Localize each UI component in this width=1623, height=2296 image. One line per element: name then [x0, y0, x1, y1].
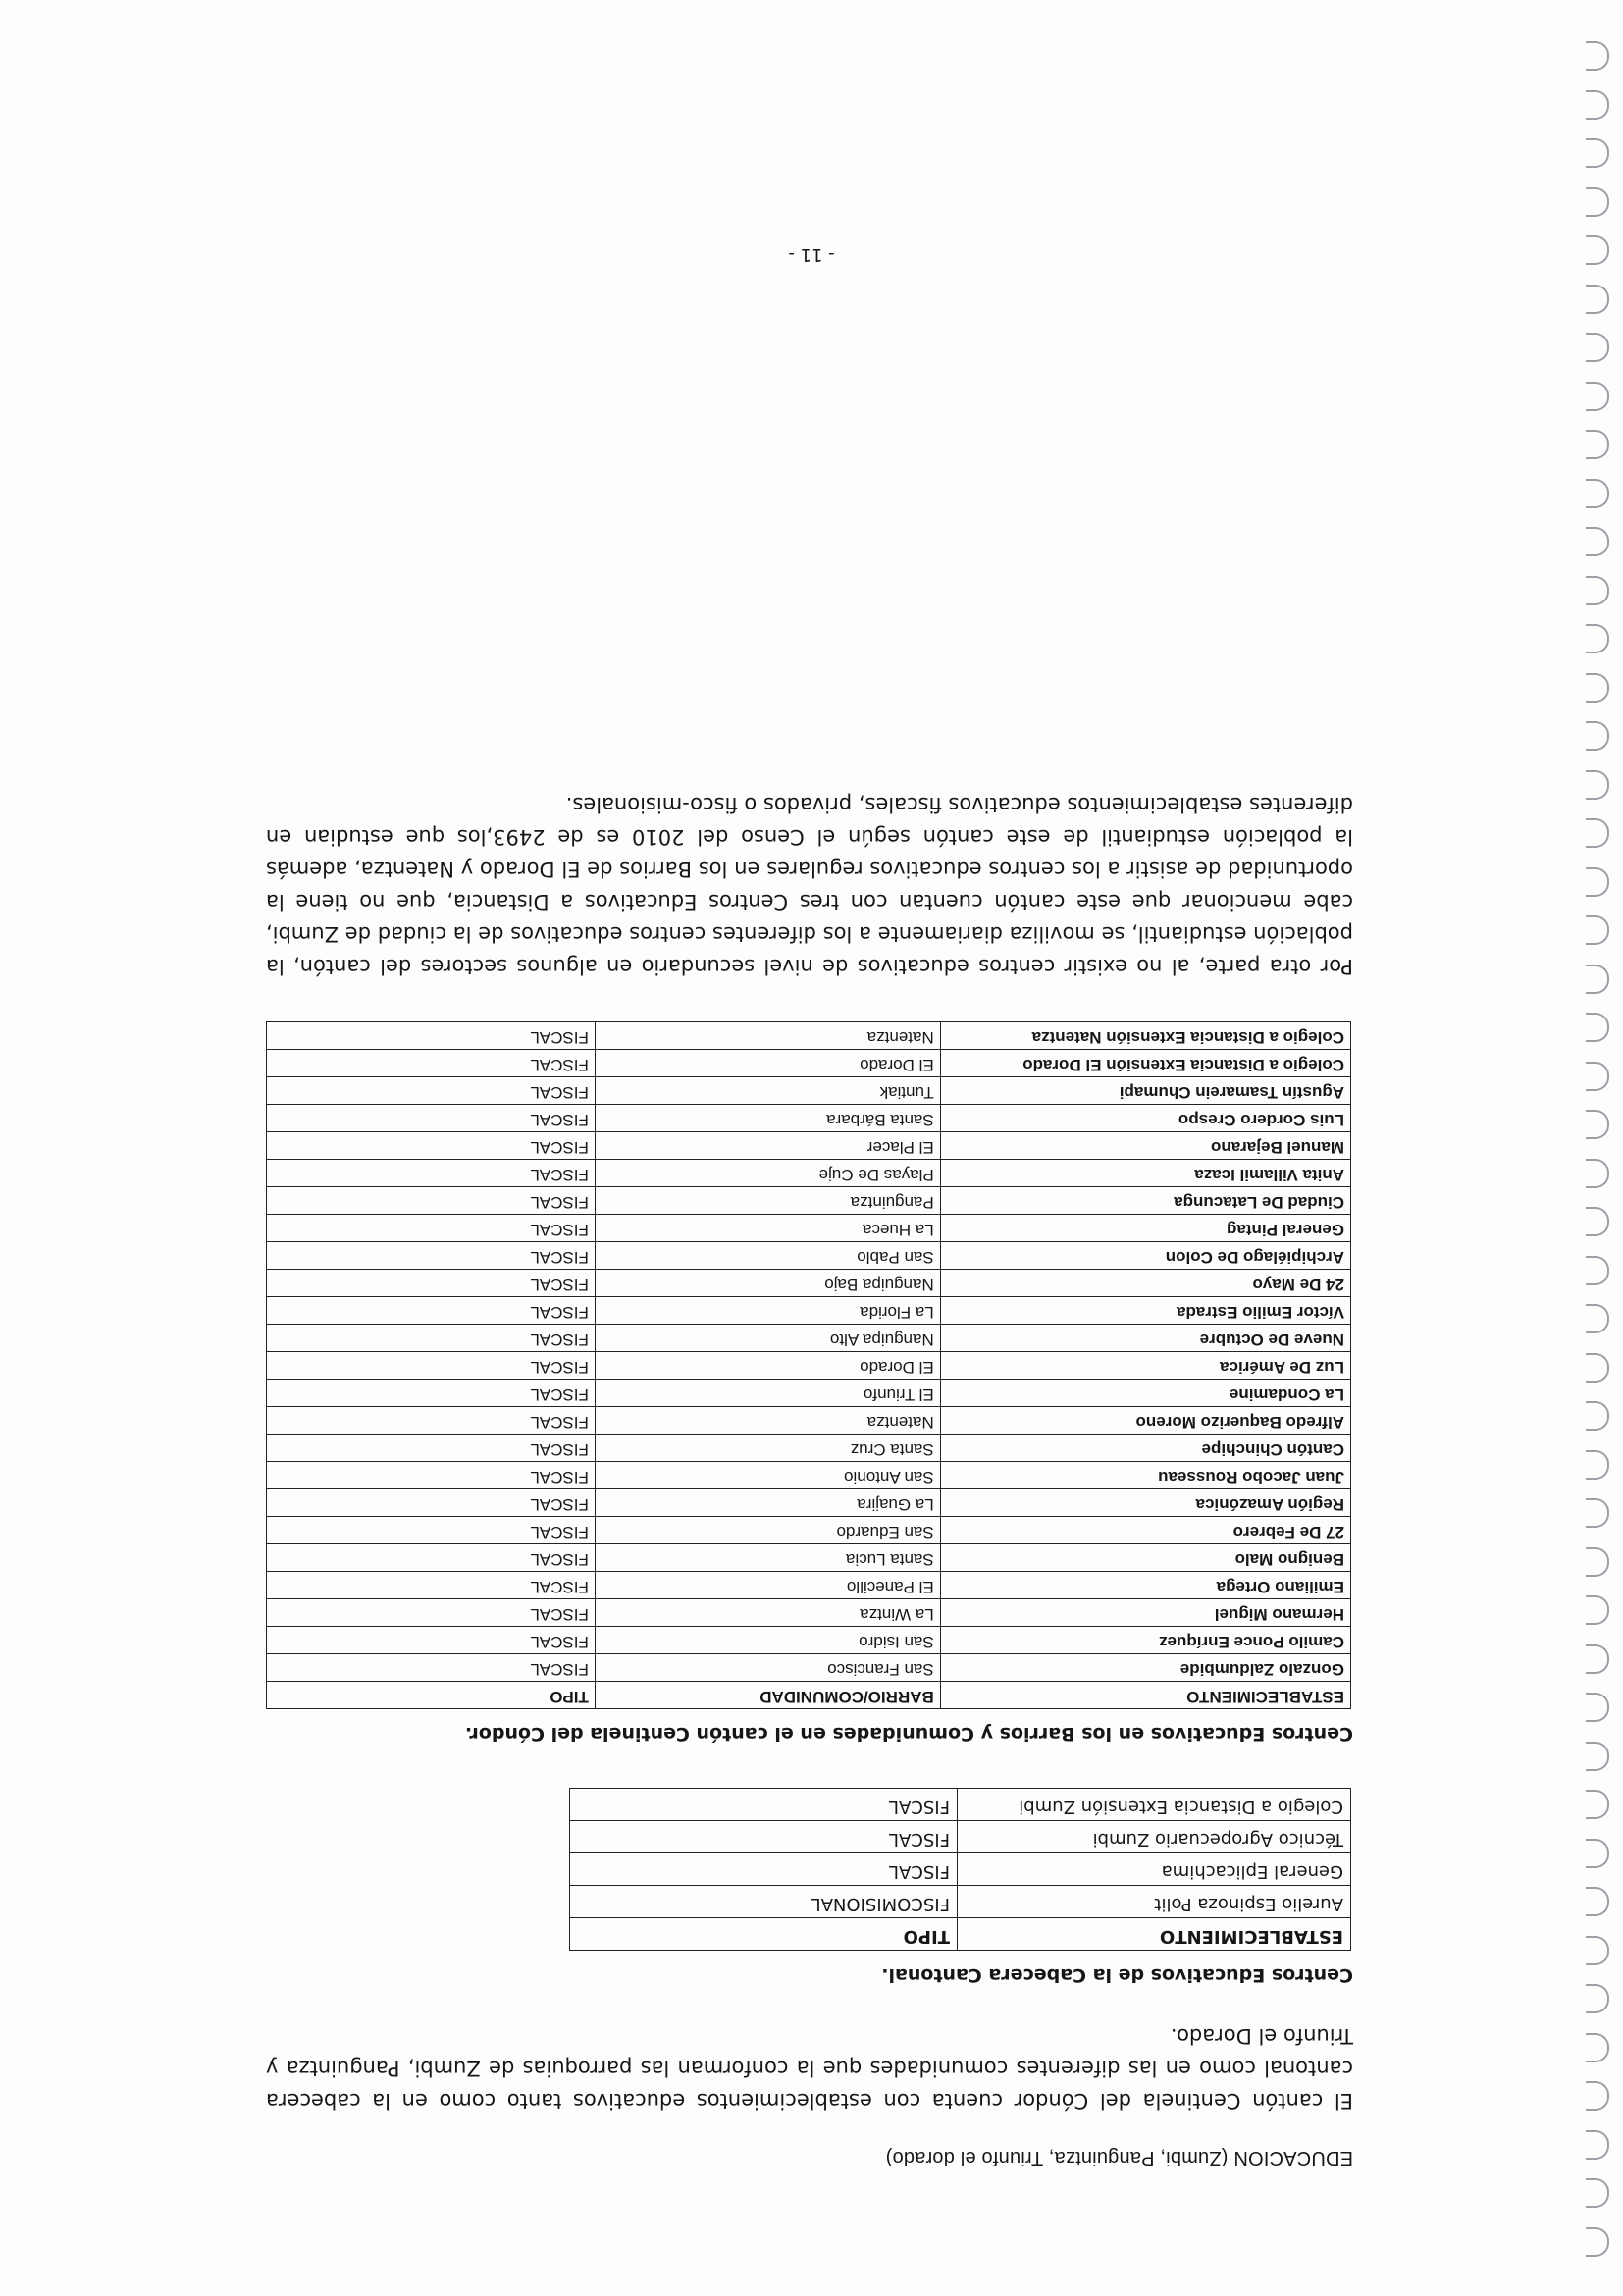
spiral-binding — [1544, 0, 1623, 2296]
cell-tipo: FISCAL — [267, 1489, 596, 1517]
binding-ring-icon — [1586, 285, 1609, 314]
binding-ring-icon — [1586, 2033, 1609, 2062]
cell-barrio-comunidad: Natentza — [595, 1407, 940, 1435]
cell-establecimiento: Colegio a Distancia Extensión El Dorado — [940, 1050, 1350, 1077]
cell-establecimiento: Colegio a Distancia Extensión Natentza — [940, 1022, 1350, 1050]
community-schools-table — [266, 1021, 1351, 1709]
cell-barrio-comunidad: Tuntiak — [595, 1077, 940, 1105]
cell-establecimiento: Aurelio Espinoza Polit — [958, 1886, 1351, 1918]
cell-barrio-comunidad: La Guajira — [595, 1489, 940, 1517]
binding-ring-icon — [1586, 1742, 1609, 1771]
cell-establecimiento: Ciudad De Latacunga — [940, 1187, 1350, 1215]
binding-ring-icon — [1586, 1888, 1609, 1917]
cell-barrio-comunidad: El Dorado — [595, 1352, 940, 1380]
binding-ring-icon — [1586, 1402, 1609, 1432]
table-row — [570, 1789, 1351, 1821]
cell-establecimiento: Archipiélago De Colon — [940, 1242, 1350, 1270]
binding-ring-icon — [1586, 1694, 1609, 1723]
cell-tipo: FISCAL — [267, 1654, 596, 1682]
cell-tipo: FISCAL — [570, 1789, 958, 1821]
cell-tipo: FISCAL — [570, 1821, 958, 1853]
table-row — [267, 1517, 1351, 1544]
cell-tipo: FISCAL — [267, 1022, 596, 1050]
binding-ring-icon — [1586, 1644, 1609, 1674]
binding-ring-icon — [1586, 2082, 1609, 2112]
cell-tipo: FISCAL — [267, 1435, 596, 1462]
cell-tipo: FISCAL — [267, 1270, 596, 1297]
table-row — [267, 1627, 1351, 1654]
table-row — [267, 1160, 1351, 1187]
page-number: - 11 - — [788, 244, 835, 265]
cell-tipo: FISCAL — [267, 1160, 596, 1187]
binding-ring-icon — [1586, 819, 1609, 849]
table-row — [267, 1050, 1351, 1077]
table-row — [570, 1853, 1351, 1886]
column-header-tipo: TIPO — [570, 1918, 958, 1951]
cell-barrio-comunidad: San Francisco — [595, 1654, 940, 1682]
cell-barrio-comunidad: Playas De Cuje — [595, 1160, 940, 1187]
cell-establecimiento: Emiliano Ortega — [940, 1572, 1350, 1599]
table-row — [267, 1352, 1351, 1380]
table-row — [267, 1132, 1351, 1160]
cell-establecimiento: Nueve De Octubre — [940, 1325, 1350, 1352]
cell-barrio-comunidad: Santa Bárbara — [595, 1105, 940, 1132]
binding-ring-icon — [1586, 576, 1609, 605]
table-row — [267, 1435, 1351, 1462]
cell-tipo: FISCAL — [267, 1352, 596, 1380]
binding-ring-icon — [1586, 1985, 1609, 2014]
table-row — [267, 1572, 1351, 1599]
closing-paragraph: Por otra parte, al no existir centros educativos de nivel secundario en algunos sectores del cantón, la población estudiantil, se moviliza diariamente a los diferentes centros educativos de la ciudad de Zumbi, cabe mencionar que este cantón cuentan con tres Centros Educativos a Distancia, que no tiene la oportunidad de asistir a los centros educativos regulares en los Barrios de El Dorado y Natentza, además la población estudiantil de este cantón según el Censo del 2010 es de 2493,los que estudian en diferentes establecimientos educativos fiscales, privados o fisco-misionales. — [266, 793, 1353, 978]
cell-barrio-comunidad: El Panecillo — [595, 1572, 940, 1599]
cell-tipo: FISCAL — [267, 1297, 596, 1325]
table-row — [267, 1544, 1351, 1572]
binding-ring-icon — [1586, 1256, 1609, 1285]
cell-tipo: FISCAL — [267, 1517, 596, 1544]
cell-barrio-comunidad: La Florida — [595, 1297, 940, 1325]
cell-barrio-comunidad: Nanguipa Bajo — [595, 1270, 940, 1297]
binding-ring-icon — [1586, 1062, 1609, 1091]
cell-barrio-comunidad: San Eduardo — [595, 1517, 940, 1544]
cell-tipo: FISCAL — [267, 1462, 596, 1489]
cell-establecimiento: Cantón Chinchipe — [940, 1435, 1350, 1462]
cell-tipo: FISCAL — [267, 1242, 596, 1270]
cell-barrio-comunidad: El Dorado — [595, 1050, 940, 1077]
cell-tipo: FISCAL — [267, 1325, 596, 1352]
binding-ring-icon — [1586, 1596, 1609, 1626]
column-header-barrio-comunidad: BARRIO/COMUNIDAD — [595, 1682, 940, 1709]
cell-tipo: FISCAL — [267, 1380, 596, 1407]
binding-ring-icon — [1586, 1014, 1609, 1043]
cell-barrio-comunidad: Natentza — [595, 1022, 940, 1050]
cell-establecimiento: Agustín Tsamarein Chumapi — [940, 1077, 1350, 1105]
table-row — [267, 1325, 1351, 1352]
cell-establecimiento: Técnico Agropecuario Zumbi — [958, 1821, 1351, 1853]
binding-ring-icon — [1586, 479, 1609, 508]
cell-barrio-comunidad: Santa Cruz — [595, 1435, 940, 1462]
binding-ring-icon — [1586, 673, 1609, 703]
cell-barrio-comunidad: San Isidro — [595, 1627, 940, 1654]
cell-establecimiento: Gonzalo Zaldumbide — [940, 1654, 1350, 1682]
cell-tipo: FISCAL — [267, 1544, 596, 1572]
binding-ring-icon — [1586, 382, 1609, 411]
cell-tipo: FISCAL — [570, 1853, 958, 1886]
cell-establecimiento: Benigno Malo — [940, 1544, 1350, 1572]
cell-establecimiento: Anita Villamil Icaza — [940, 1160, 1350, 1187]
cell-tipo: FISCAL — [267, 1572, 596, 1599]
page-content — [266, 755, 1353, 2168]
cell-establecimiento: Víctor Emilio Estrada — [940, 1297, 1350, 1325]
table-row — [267, 1297, 1351, 1325]
cell-establecimiento: Luis Cordero Crespo — [940, 1105, 1350, 1132]
cell-establecimiento: Colegio a Distancia Extensión Zumbi — [958, 1789, 1351, 1821]
table-header-row — [570, 1918, 1351, 1951]
binding-ring-icon — [1586, 1159, 1609, 1188]
cell-barrio-comunidad: El Placer — [595, 1132, 940, 1160]
table-row — [570, 1886, 1351, 1918]
binding-ring-icon — [1586, 139, 1609, 169]
binding-ring-icon — [1586, 2227, 1609, 2257]
binding-ring-icon — [1586, 2130, 1609, 2160]
table1-title: Centros Educativos de la Cabecera Cantonal. — [881, 1964, 1353, 1986]
binding-ring-icon — [1586, 1547, 1609, 1577]
table-row — [267, 1077, 1351, 1105]
table-row — [267, 1599, 1351, 1627]
binding-ring-icon — [1586, 1305, 1609, 1334]
cell-establecimiento: Juan Jacobo Rousseau — [940, 1462, 1350, 1489]
table2-body — [267, 1022, 1351, 1682]
binding-ring-icon — [1586, 722, 1609, 752]
cell-tipo: FISCAL — [267, 1077, 596, 1105]
binding-ring-icon — [1586, 1499, 1609, 1529]
table-row — [267, 1242, 1351, 1270]
binding-ring-icon — [1586, 431, 1609, 460]
cell-establecimiento: General Pintag — [940, 1215, 1350, 1242]
cell-barrio-comunidad: La Wintza — [595, 1599, 940, 1627]
binding-ring-icon — [1586, 90, 1609, 120]
binding-ring-icon — [1586, 965, 1609, 994]
cell-barrio-comunidad: San Pablo — [595, 1242, 940, 1270]
cell-tipo: FISCAL — [267, 1627, 596, 1654]
cell-barrio-comunidad: El Triunfo — [595, 1380, 940, 1407]
table-row — [267, 1105, 1351, 1132]
binding-ring-icon — [1586, 42, 1609, 72]
binding-ring-icon — [1586, 1450, 1609, 1480]
section-heading: EDUCACION (Zumbi, Panguintza, Triunfo el dorado) — [885, 2147, 1353, 2168]
table-row — [267, 1187, 1351, 1215]
table-row — [267, 1462, 1351, 1489]
cell-tipo: FISCAL — [267, 1215, 596, 1242]
cell-establecimiento: Camilo Ponce Enríquez — [940, 1627, 1350, 1654]
table-row — [267, 1215, 1351, 1242]
column-header-tipo: TIPO — [267, 1682, 596, 1709]
cell-tipo: FISCAL — [267, 1132, 596, 1160]
column-header-establecimiento: ESTABLECIMIENTO — [940, 1682, 1350, 1709]
binding-ring-icon — [1586, 770, 1609, 800]
binding-ring-icon — [1586, 1839, 1609, 1868]
binding-ring-icon — [1586, 1936, 1609, 1965]
cell-establecimiento: Alfredo Baquerizo Moreno — [940, 1407, 1350, 1435]
cell-establecimiento: General Eplicachima — [958, 1853, 1351, 1886]
table-row — [267, 1654, 1351, 1682]
cell-barrio-comunidad: La Hueca — [595, 1215, 940, 1242]
table-row — [267, 1489, 1351, 1517]
table-header-row — [267, 1682, 1351, 1709]
cell-tipo: FISCAL — [267, 1050, 596, 1077]
cell-tipo: FISCAL — [267, 1105, 596, 1132]
table1-body — [570, 1789, 1351, 1918]
intro-paragraph: El cantón Centinela del Cóndor cuenta con establecimientos educativos tanto como en la cabecera cantonal como en las diferentes comunidades que la conforman las parroquias de Zumbi, Panguintza y Triunfo el Dorado. — [266, 2024, 1353, 2113]
cell-tipo: FISCAL — [267, 1187, 596, 1215]
cell-establecimiento: La Condamine — [940, 1380, 1350, 1407]
cantonal-schools-table — [569, 1788, 1351, 1951]
binding-ring-icon — [1586, 625, 1609, 654]
cell-tipo: FISCAL — [267, 1599, 596, 1627]
binding-ring-icon — [1586, 916, 1609, 946]
cell-tipo: FISCOMISIONAL — [570, 1886, 958, 1918]
table-row — [267, 1407, 1351, 1435]
binding-ring-icon — [1586, 334, 1609, 363]
cell-establecimiento: Luz De América — [940, 1352, 1350, 1380]
cell-barrio-comunidad: Panguintza — [595, 1187, 940, 1215]
binding-ring-icon — [1586, 2179, 1609, 2209]
cell-establecimiento: 24 De Mayo — [940, 1270, 1350, 1297]
cell-establecimiento: 27 De Febrero — [940, 1517, 1350, 1544]
cell-barrio-comunidad: Santa Lucia — [595, 1544, 940, 1572]
binding-ring-icon — [1586, 187, 1609, 217]
cell-establecimiento: Región Amazónica — [940, 1489, 1350, 1517]
table-row — [570, 1821, 1351, 1853]
binding-ring-icon — [1586, 1111, 1609, 1140]
binding-ring-icon — [1586, 867, 1609, 897]
binding-ring-icon — [1586, 1791, 1609, 1820]
table-row — [267, 1270, 1351, 1297]
cell-tipo: FISCAL — [267, 1407, 596, 1435]
binding-ring-icon — [1586, 1353, 1609, 1383]
table2-title: Centros Educativos en los Barrios y Comunidades en el cantón Centinela del Cóndor. — [464, 1723, 1353, 1745]
table-row — [267, 1022, 1351, 1050]
cell-establecimiento: Manuel Bejarano — [940, 1132, 1350, 1160]
cell-barrio-comunidad: Nanguipa Alto — [595, 1325, 940, 1352]
cell-establecimiento: Hermano Miguel — [940, 1599, 1350, 1627]
binding-ring-icon — [1586, 528, 1609, 557]
cell-barrio-comunidad: San Antonio — [595, 1462, 940, 1489]
table-row — [267, 1380, 1351, 1407]
binding-ring-icon — [1586, 1208, 1609, 1237]
column-header-establecimiento: ESTABLECIMIENTO — [958, 1918, 1351, 1951]
